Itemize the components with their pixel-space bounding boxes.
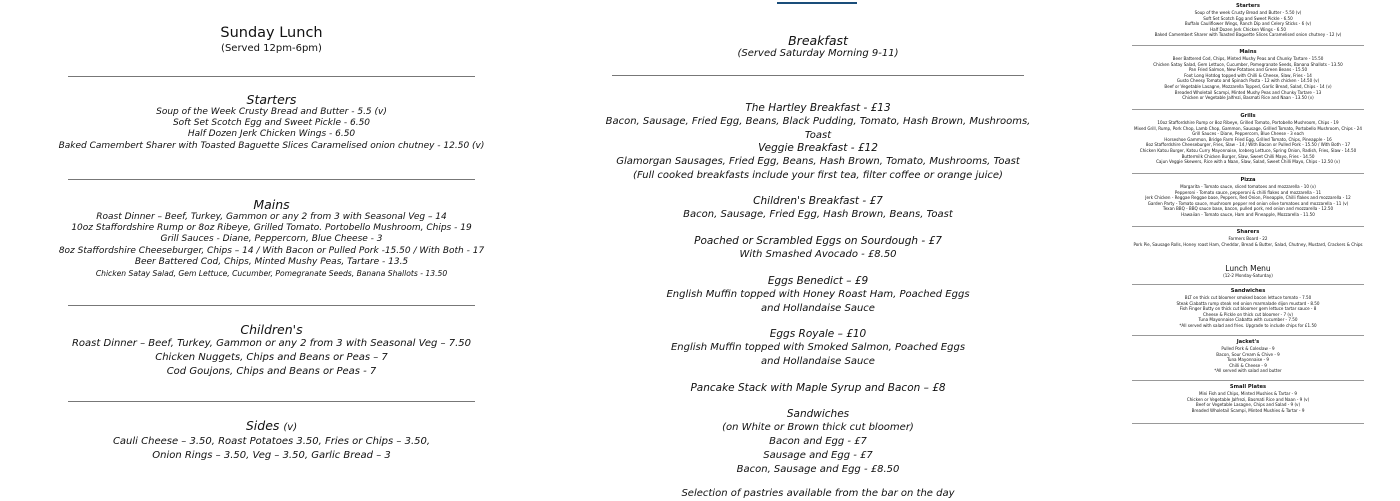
menu-line: 10oz Staffordshire Rump or 8oz Ribeye, Grilled Tomato, Portobello Mushroom, Chips - 19 [1157, 120, 1339, 125]
menu-line: Chicken Satay Salad, Gem Lettuce, Cucumber, Pomegranate Seeds, Banana Shallots - 13.50 [1153, 61, 1343, 67]
menu-line: Pan Fried Salmon, New Potatoes and Green Beans - 15.50 [1188, 67, 1308, 73]
menu-line: Foot Long Hotdog topped with Chilli & Cheese, Slaw, Fries - 14 [1184, 72, 1312, 78]
item-heading: The Hartley Breakfast - £13 [745, 102, 891, 114]
hartley-logo [777, 0, 857, 14]
item-line: and Hollandaise Sauce [761, 303, 875, 314]
sharers-section [1130, 229, 1366, 247]
divider [68, 179, 475, 180]
lunch-menu-header [1130, 264, 1366, 279]
item-line: and Hollandaise Sauce [761, 356, 875, 367]
menu-line: Beef or Vegetable Lasagne, Mozzarella Topped, Garlic Bread, Salad, Chips - 14 (v) [1164, 83, 1332, 89]
pizza-section [1130, 177, 1366, 218]
menu-line: Roast Dinner – Beef, Turkey, Gammon or any 2 from 3 with Seasonal Veg – 7.50 [71, 338, 471, 349]
divider [68, 76, 475, 77]
menu-line: Cajun Veggie Skewers, Rice with a Naan, Slaw, Salad, Sweet Chilli Mayo, Chips - 12.50 (v) [1156, 159, 1340, 165]
menu-line: Soup of the Week Crusty Bread and Butter - 5.5 (v) [156, 107, 387, 117]
divider [1132, 335, 1364, 336]
menu-line: Buffalo Cauliflower Wings, Ranch Dip and Celery Sticks - 6 (v) [1184, 21, 1312, 27]
childrens-section [48, 322, 495, 379]
menu-line: Half Dozen Jerk Chicken Wings - 6.50 [1210, 26, 1286, 32]
menu-line: Steak Ciabatta rump steak red onion marmalade dijon mustard - 8.50 [1176, 300, 1320, 306]
menu-line: Fish Finger Butty on thick cut bloomer gem lettuce tartar sauce - 8 [1179, 306, 1317, 312]
menu-line: *All served with salad and fries. Upgrade to include chips for £1.50 [1179, 322, 1317, 328]
item-line: Bacon and Egg - £7 [769, 436, 867, 447]
menu-line: 10oz Staffordshire Rump or 8oz Ribeye, Grilled Tomato. Portobello Mushroom, Chips - 19 [71, 223, 472, 234]
section-heading: Mains [253, 197, 290, 212]
menu-line: Cheese & Pickle on thick cut bloomer - 7 (v) [1203, 311, 1293, 317]
small-plates-section [1130, 384, 1366, 413]
menu-line: Soft Set Scotch Egg and Sweet Pickle - 6.50 [172, 118, 371, 129]
menu-line: Breaded Wholetail Scampi, Minted Mushy Peas and Chunky Tartare - 13 [1174, 89, 1322, 95]
menu-line: Beer Battered Cod, Chips, Minted Mushy Peas and Chunky Tartare - 15.50 [1172, 56, 1324, 61]
mains-section [48, 197, 495, 279]
item-line: Bacon, Sausage and Egg - £8.50 [736, 464, 900, 475]
menu-line: 8oz Staffordshire Cheeseburger, Fries, Slaw - 14 / With Bacon or Pulled Pork - 15.50 / With Both - 17 [1145, 142, 1351, 148]
menu-item [602, 274, 1034, 316]
menu-line: Hawaiian - Tomato sauce, Ham and Pineapple, Mozzarella - 11.50 [1181, 211, 1315, 217]
menu-line: Grill Sauces - Diane, Peppercorn, Blue Cheese - 3 [160, 234, 383, 245]
menu-line: Cod Goujons, Chips and Beans or Peas - 7 [166, 366, 377, 377]
menu-line: *All served with salad and butter [1214, 368, 1282, 374]
section-heading: Jacket's [1236, 339, 1260, 345]
starters-section [48, 92, 495, 152]
grills-section [1130, 113, 1366, 165]
menu-item [602, 381, 1034, 395]
item-heading: Children's Breakfast - £7 [753, 195, 883, 207]
page-subtitle: (Served 12pm-6pm) [221, 43, 322, 54]
menu-line: Chicken or Vegetable Jalfrezi, Basmati Rice and Naan - 9 (v) [1186, 396, 1310, 402]
section-heading: Mains [1239, 49, 1257, 55]
menu-line: Tuna Mayonnaise Ciabatta with cucumber - 7.50 [1198, 317, 1298, 323]
item-heading: Eggs Royale – £10 [769, 328, 867, 340]
menu-item [602, 141, 1034, 183]
starters-section [1130, 3, 1366, 38]
item-line: Sausage and Egg - £7 [763, 450, 873, 461]
menu-line: Horseshoe Gammon, Bridge Farm Fried Egg, Grilled Tomato, Chips, Pineapple - 16 [1164, 136, 1332, 142]
menu-line: Chicken Katsu Burger, Katsu Curry Mayonnaise, Iceberg Lettuce, Spring Onion, Radish, Fries, Slaw - 14.50 [1139, 147, 1357, 153]
jackets-section [1130, 339, 1366, 374]
menu-line: Roast Dinner – Beef, Turkey, Gammon or any 2 from 3 with Seasonal Veg – 14 [96, 212, 447, 222]
menu-line: Breaded Wholetail Scampi, Minted Mushies & Tartar - 9 [1191, 407, 1305, 413]
menu-line: Margarita - Tomato sauce, sliced tomatoes and mozzarella - 10 (v) [1180, 184, 1316, 189]
menu-line: Baked Camembert Sharer with Toasted Baguette Slices Caramelised onion chutney - 12 (v) [1154, 32, 1342, 38]
menu-item [602, 327, 1034, 369]
item-line: Bacon, Sausage, Fried Egg, Beans, Black Pudding, Tomato, Hash Brown, Mushrooms, Toast [605, 116, 1031, 141]
section-heading: Children's [240, 322, 303, 337]
item-line: (on White or Brown thick cut bloomer) [722, 422, 914, 433]
section-heading: Sides (v) [245, 418, 298, 433]
divider [1132, 173, 1364, 174]
page-subtitle: (Served Saturday Morning 9-11) [737, 48, 899, 59]
menu-line: Chicken Satay Salad, Gem Lettuce, Cucumber, Pomegranate Seeds, Banana Shallots - 13.50 [95, 269, 448, 279]
divider [1132, 423, 1364, 424]
divider [1132, 380, 1364, 381]
section-heading: Small Plates [1229, 384, 1267, 390]
divider [1132, 109, 1364, 110]
menu-item [602, 101, 1034, 143]
section-heading: Pizza [1240, 177, 1256, 183]
divider [68, 401, 475, 402]
divider [612, 75, 1024, 76]
page-title: Breakfast [788, 33, 848, 48]
menu-line: Tuna Mayonnaise - 9 [1226, 357, 1270, 363]
menu-line: Jerk Chicken - Reggae Reggae base, Peppers, Red Onion, Pineapple, Chilli flakes and mozzarella - 12 [1145, 195, 1351, 201]
item-heading: Pancake Stack with Maple Syrup and Bacon – £8 [690, 382, 946, 394]
sandwiches-section [1130, 288, 1366, 329]
item-line: Bacon, Sausage, Fried Egg, Hash Brown, Beans, Toast [683, 209, 953, 220]
menu-line: Mini Fish and Chips, Minted Mushies & Tartar - 9 [1198, 391, 1298, 396]
menu-line: Cauli Cheese – 3.50, Roast Potatoes 3.50, Fries or Chips – 3.50, [112, 436, 431, 447]
menu-line: Chicken Nuggets, Chips and Beans or Peas – 7 [155, 352, 388, 363]
section-heading: Starters [246, 92, 297, 107]
page-title: Sunday Lunch [220, 25, 323, 41]
menu-line: Farmers Board - 22 [1228, 236, 1268, 241]
menu-line: 8oz Staffordshire Cheeseburger, Chips – 14 / With Bacon or Pulled Pork -15.50 / With Both - 17 [58, 245, 485, 256]
mains-section [1130, 49, 1366, 101]
menu-line: Beer Battered Cod, Chips, Minted Mushy Peas, Tartare - 13.5 [134, 256, 409, 267]
item-heading: Sandwiches [786, 408, 850, 420]
menu-line: Bacon, Sour Cream & Chive - 9 [1216, 351, 1280, 357]
menu-line: Buttermilk Chicken Burger, Slaw, Sweet Chilli Mayo, Fries - 14.50 [1181, 153, 1315, 159]
divider [1132, 226, 1364, 227]
divider [68, 305, 475, 306]
footer-note: Selection of pastries available from the bar on the day [681, 488, 955, 499]
menu-line: Beef or Vegetable Lasagne, Chips and Salad - 9 (v) [1195, 402, 1301, 408]
divider [1132, 284, 1364, 285]
section-heading: Sharers [1236, 229, 1260, 235]
section-heading: Grills [1240, 113, 1256, 119]
menu-line: Pulled Pork & Coleslaw - 9 [1221, 346, 1275, 351]
item-line: (Full cooked breakfasts include your first tea, filter coffee or orange juice) [633, 170, 1003, 181]
menu-line: Soup of the week Crusty Bread and Butter - 5.50 (v) [1194, 10, 1302, 15]
menu-line: Half Dozen Jerk Chicken Wings - 6.50 [187, 129, 356, 140]
item-line: With Smashed Avocado - £8.50 [739, 249, 897, 260]
menu-item [602, 407, 1034, 477]
menu-line: Chicken or Vegetable Jalfrezi, Basmati Rice and Naan - 13.50 (v) [1182, 95, 1314, 101]
menu-line: Soft Set Scotch Egg and Sweet Pickle - 6.50 [1203, 15, 1293, 21]
item-heading: Eggs Benedict – £9 [767, 275, 869, 287]
item-heading: Veggie Breakfast - £12 [758, 142, 878, 154]
section-heading: Starters [1236, 3, 1260, 9]
menu-line: Pork Pie, Sausage Rolls, Honey roast Ham, Cheddar, Bread & Butter, Salad, Chutney, Mustard, Crackers & Chips [1133, 241, 1363, 247]
menu-line: Mixed Grill, Rump, Pork Chop, Lamb Chop, Gammon, Sausage, Grilled Tomato, Portobello Mushroom, Chips - 24 [1134, 125, 1362, 131]
menu-line: Chilli & Cheese - 9 [1229, 362, 1267, 368]
menu-line: Texan BBQ - BBQ sauce base, bacon, pulled pork, red onion and mozzarella - 12.50 [1162, 206, 1334, 212]
menu-line: Pepperoni - Tomato sauce, pepperoni & chilli flakes and mozzarella - 11 [1174, 189, 1322, 195]
section-heading: Sandwiches [1230, 288, 1266, 294]
section-subtitle: (12-2 Monday-Saturday) [1223, 273, 1273, 278]
menu-line: BLT on thick cut bloomer smoked bacon lettuce tomato - 7.50 [1184, 295, 1312, 300]
item-line: Glamorgan Sausages, Fried Egg, Beans, Hash Brown, Tomato, Mushrooms, Toast [616, 156, 1020, 167]
item-heading: Poached or Scrambled Eggs on Sourdough - £7 [694, 235, 942, 247]
item-line: English Muffin topped with Smoked Salmon, Poached Eggs [670, 342, 966, 353]
menu-line: Garden Party - Tomato sauce, mushroom pepper red onion olive tomatoes and mozzarella - 11 (v) [1147, 200, 1349, 206]
menu-line: Gusto Cheesy Tomato and Spinach Pasta - 12 with chicken - 14.50 (v) [1176, 78, 1320, 84]
brand-logo [68, 0, 475, 1]
menu-line: Onion Rings – 3.50, Veg – 3.50, Garlic Bread – 3 [152, 450, 391, 461]
menu-item [602, 194, 1034, 222]
item-line: English Muffin topped with Honey Roast Ham, Poached Eggs [666, 289, 970, 300]
menu-item [602, 234, 1034, 262]
menu-line: Baked Camembert Sharer with Toasted Baguette Slices Caramelised onion chutney - 12.50 (v) [58, 140, 485, 151]
section-title: Lunch Menu [1225, 264, 1271, 273]
divider [1132, 45, 1364, 46]
menu-line: Grill Sauces - Diane, Peppercorn, Blue Cheese - 3 each [1192, 131, 1304, 137]
sides-section [48, 418, 495, 463]
